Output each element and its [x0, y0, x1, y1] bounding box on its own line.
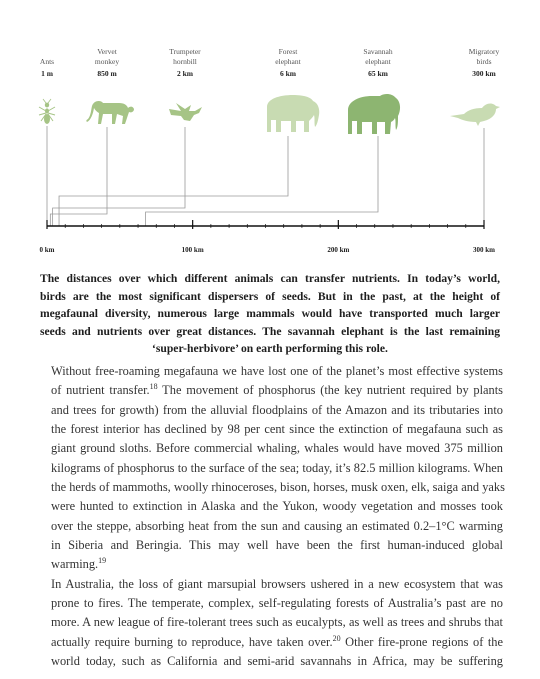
animal-icons: [39, 94, 500, 134]
animal-name: Ants: [39, 57, 55, 66]
footnote-ref-18[interactable]: 18: [149, 382, 158, 392]
animal-name: Savannah: [363, 47, 393, 56]
paragraph-1: [37, 362, 503, 575]
text-line: warming.$^{19}$: [51, 556, 107, 572]
monkey-icon: [86, 101, 134, 124]
footnote-ref-19[interactable]: 19: [98, 556, 107, 566]
axis-tick-label: 200 km: [327, 246, 350, 254]
text-line: Without free-roaming megafauna we have lost one of the planet’s most effective systems: [51, 364, 503, 378]
text-line: prone to fires. The temperate, complex, self-regulating forests of Australia’s past are no: [51, 596, 503, 611]
footnote-ref-20[interactable]: 20: [332, 633, 341, 643]
connector-line: [146, 136, 378, 226]
figure-caption: [40, 270, 500, 358]
animal-name: Migratory: [468, 47, 500, 56]
text-line: the herds of mammoths, woolly rhinoceroses, bison, horses, musk oxen, elk, saiga and yaks: [51, 480, 505, 495]
bird-icon: [450, 104, 500, 126]
text-line: over the steppe, absorbing heat from the sun and causing an estimated 0.2–1°C warming: [51, 518, 503, 533]
animal-name: Vervet: [97, 47, 117, 56]
connector-lines: [47, 126, 484, 226]
savannah-elephant-icon: [348, 94, 400, 134]
animal-name: Forest: [278, 47, 298, 56]
distance-axis: [40, 220, 496, 254]
text-line: more. A new league of fire-tolerant trees such as eucalypts, as well as trees and shrubs that: [51, 615, 503, 630]
animal-labels: [40, 47, 500, 78]
text-line: kilograms of phosphorus to the surface of the sea; today, it’s 82.5 million kilograms. When: [51, 460, 503, 475]
text-line: in Siberia and Beringia. This may well have been the first human-induced global: [51, 538, 503, 553]
animal-distance: 1 m: [41, 69, 53, 78]
text-line: giant ground sloths. Before commercial whaling, whales would have moved 375 million: [51, 441, 503, 456]
animal-distance: 6 km: [279, 69, 297, 78]
axis-tick-label: 0 km: [39, 246, 55, 254]
text-line: of nutrient transfer.$^{18}$ The movement of phosphorus (the key nutrient required by plants: [51, 382, 503, 398]
paragraph-2: [37, 575, 503, 672]
axis-tick-label: 300 km: [473, 246, 495, 254]
animal-distance: 300 km: [472, 69, 496, 78]
animal-name: elephant: [275, 57, 301, 66]
animal-name: elephant: [365, 57, 391, 66]
text-line: actually require burning to reproduce, have taken over.$^{20}$ Other fire-prone regions of the: [51, 633, 504, 649]
caption-line: megafaunal diversity, numerous large mammals would have transported much larger: [40, 307, 500, 320]
animal-name: birds: [476, 57, 492, 66]
connector-line: [59, 136, 288, 226]
forest-elephant-icon: [267, 95, 319, 132]
connector-line: [53, 127, 185, 226]
text-line: were hunted to extinction in Alaska and the Yukon, woody vegetation and mosses took: [51, 499, 503, 514]
caption-line: seeds and nutrients over great distances. The savannah elephant is the last remaining: [40, 324, 500, 338]
body-text: [37, 362, 503, 672]
animal-name: monkey: [94, 57, 120, 66]
text-line: and trees for growth) from the alluvial floodplains of the Amazon and its tributaries into: [51, 402, 503, 417]
caption-line: The distances over which different animals can transfer nutrients. In today’s world,: [40, 272, 500, 285]
axis-tick-label: 100 km: [181, 246, 204, 254]
caption-line: ‘super-herbivore’ on earth performing this role.: [152, 342, 388, 355]
animal-name: hornbill: [173, 57, 197, 66]
ant-icon: [39, 99, 55, 124]
text-line: the forest interior has declined by 98 per cent since the extinction of megafauna such as: [51, 422, 503, 437]
animal-distance: 65 km: [368, 69, 388, 78]
hornbill-icon: [169, 103, 202, 121]
nutrient-transfer-figure: [0, 0, 540, 265]
animal-distance: 2 km: [176, 69, 194, 78]
caption-line: birds are the most significant dispersers of seeds. But in the past, at the height of: [40, 289, 500, 303]
text-line: world today, such as California and semi-arid savannahs in Africa, may be suffering: [51, 654, 503, 669]
text-line: In Australia, the loss of giant marsupial browsers ushered in a new ecosystem that was: [51, 576, 503, 591]
animal-name: Trumpeter: [169, 47, 201, 56]
animal-distance: 850 m: [97, 69, 117, 78]
